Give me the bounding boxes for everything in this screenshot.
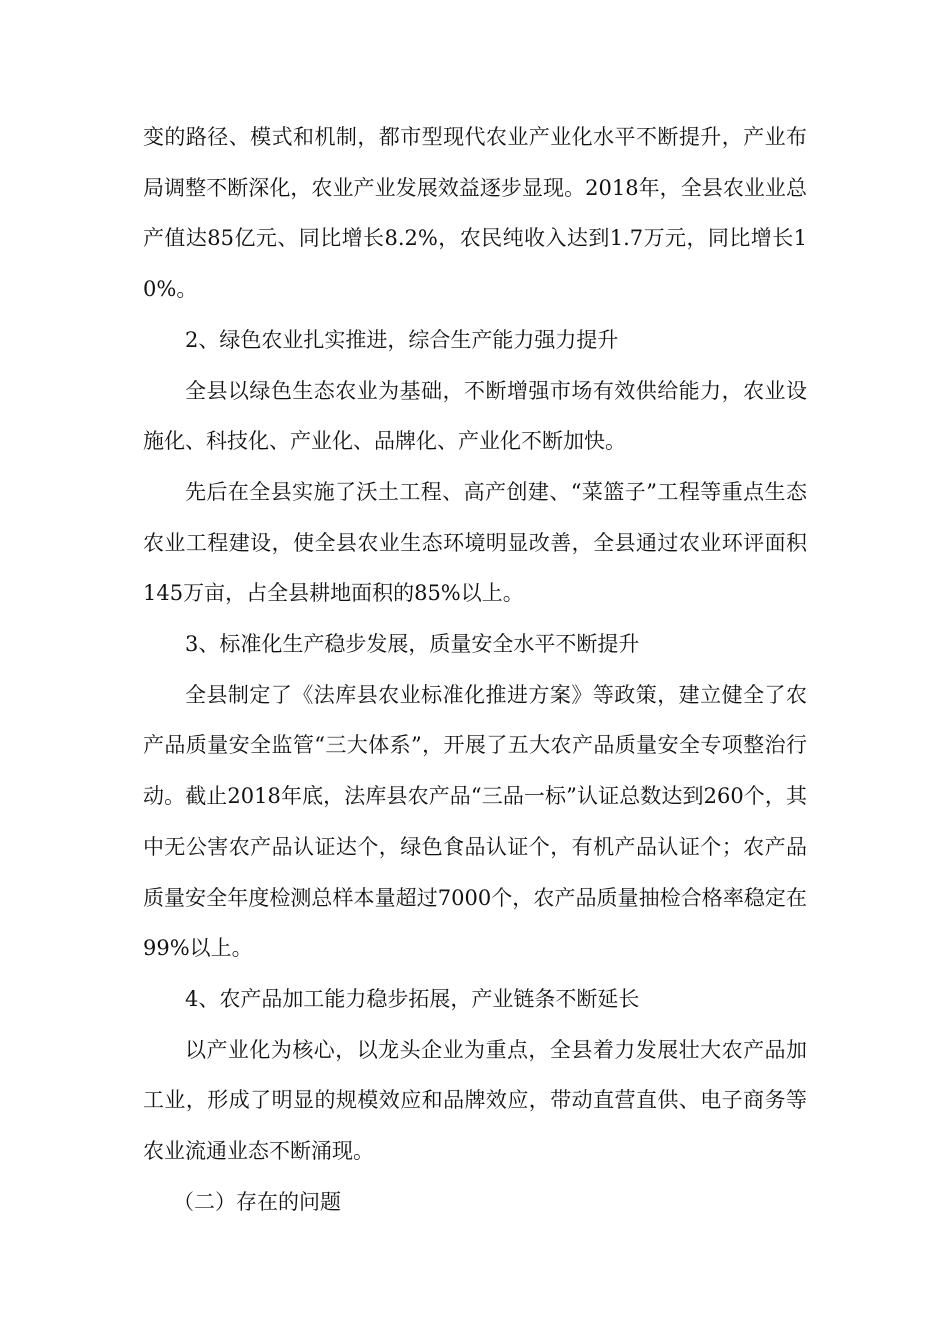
- section-heading-4: 4、农产品加工能力稳步拓展，产业链条不断延长: [185, 986, 640, 1011]
- paragraph-green-agriculture: 全县以绿色生态农业为基础，不断增强市场有效供给能力，农业设施化、科技化、产业化、品牌化、产业化不断加快。: [143, 378, 807, 454]
- subsection-heading-problems: （二）存在的问题: [173, 1189, 341, 1214]
- paragraph-continuation: 变的路径、模式和机制，都市型现代农业产业化水平不断提升，产业布局调整不断深化，农业产业发展效益逐步显现。2018年，全县农业业总产值达85亿元、同比增长8.2%，农民纯收入达到1.7万元，同比增长10%。: [143, 125, 807, 302]
- paragraph-processing: 以产业化为核心，以龙头企业为重点，全县着力发展壮大农产品加工业，形成了明显的规模效应和品牌效应，带动直营直供、电子商务等农业流通业态不断涌现。: [143, 1037, 807, 1164]
- paragraph-ecological-projects: 先后在全县实施了沃土工程、高产创建、“菜篮子”工程等重点生态农业工程建设，使全县农业生态环境明显改善，全县通过农业环评面积145万亩，占全县耕地面积的85%以上。: [143, 479, 807, 606]
- section-heading-2: 2、绿色农业扎实推进，综合生产能力强力提升: [185, 327, 619, 352]
- paragraph-standardization: 全县制定了《法库县农业标准化推进方案》等政策，建立健全了农产品质量安全监管“三大体系”，开展了五大农产品质量安全专项整治行动。截止2018年底，法库县农产品“三品一标”认证总数达到260个，其中无公害农产品认证达个，绿色食品认证个，有机产品认证个；农产品质量安全年度检测总样本量超过7000个，农产品质量抽检合格率稳定在99%以上。: [143, 682, 807, 961]
- document-body: [143, 112, 807, 1227]
- section-heading-3: 3、标准化生产稳步发展，质量安全水平不断提升: [185, 632, 640, 657]
